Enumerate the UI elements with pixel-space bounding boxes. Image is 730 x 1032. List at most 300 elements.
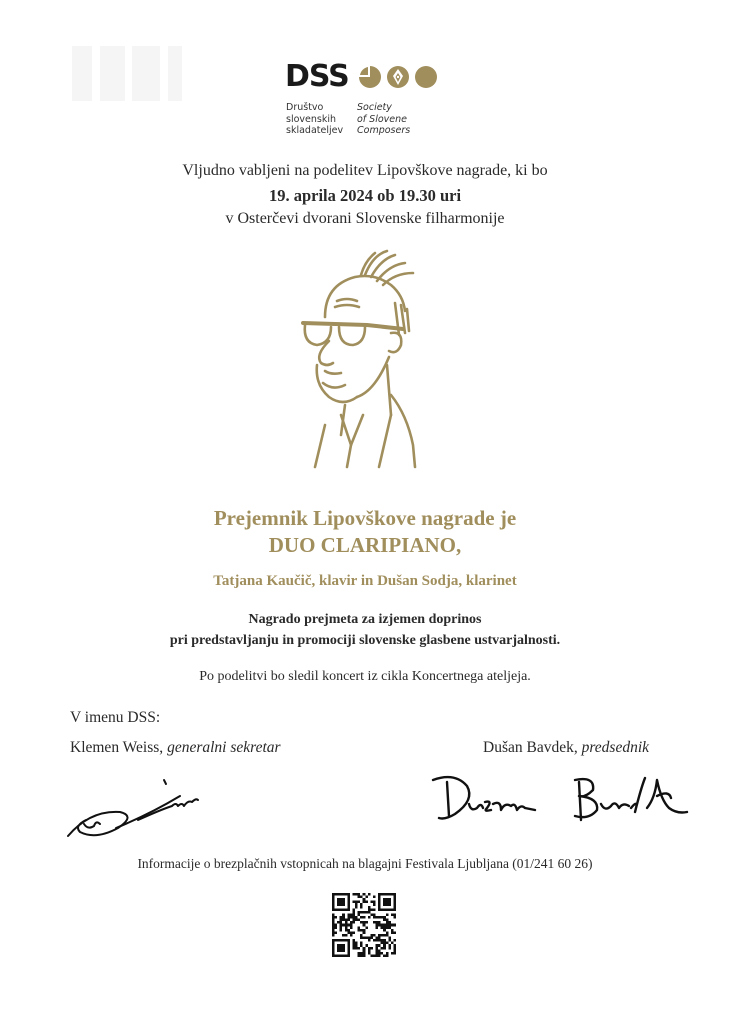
qr-module [358, 919, 361, 922]
qr-module [376, 926, 379, 929]
qr-module [388, 947, 391, 950]
qr-module [378, 944, 381, 947]
qr-module [345, 926, 348, 929]
qr-module [370, 901, 373, 904]
qr-module [393, 913, 396, 916]
qr-module [391, 924, 394, 927]
qr-module [383, 942, 386, 945]
qr-module [352, 947, 355, 950]
qr-module [342, 939, 345, 942]
qr-module [365, 921, 368, 924]
qr-module [368, 947, 371, 950]
qr-module [360, 934, 363, 937]
qr-module [332, 949, 335, 952]
qr-module [381, 952, 384, 955]
qr-module [383, 929, 386, 932]
qr-module [388, 898, 391, 901]
qr-module [337, 901, 340, 904]
qr-module [332, 906, 335, 909]
qr-module [342, 944, 345, 947]
qr-module [352, 939, 355, 942]
qr-module [342, 903, 345, 906]
qr-module [360, 937, 363, 940]
qr-module [332, 929, 335, 932]
qr-module [347, 954, 350, 957]
dss-logo [285, 59, 455, 144]
qr-module [378, 896, 381, 899]
qr-module [386, 898, 389, 901]
qr-module [386, 954, 389, 957]
qr-module [352, 944, 355, 947]
qr-module [332, 921, 335, 924]
qr-module [378, 952, 381, 955]
qr-module [345, 908, 348, 911]
qr-module [373, 913, 376, 916]
qr-module [376, 939, 379, 942]
qr-module [335, 926, 338, 929]
qr-module [381, 942, 384, 945]
qr-module [350, 926, 353, 929]
qr-module [340, 898, 343, 901]
qr-module [383, 908, 386, 911]
logo-name-english: Society of Slovene Composers [357, 102, 411, 136]
event-date-time: 19. aprila 2024 ob 19.30 uri [268, 186, 462, 205]
qr-module [355, 901, 358, 904]
followup-concert-note: Po podelitvi bo sledil koncert iz cikla Koncertnega ateljeja. [199, 669, 531, 684]
full-circle-icon [414, 65, 438, 89]
qr-module [345, 893, 348, 896]
qr-module [332, 942, 335, 945]
qr-module [386, 931, 389, 934]
qr-module [355, 916, 358, 919]
qr-module [386, 901, 389, 904]
qr-module [378, 924, 381, 927]
qr-module [358, 947, 361, 950]
qr-module [365, 937, 368, 940]
qr-module [388, 939, 391, 942]
qr-module [342, 954, 345, 957]
left-signatory-name: Klemen Weiss, [70, 739, 164, 756]
qr-module [332, 952, 335, 955]
qr-module [347, 913, 350, 916]
qr-module [363, 898, 366, 901]
qr-module [363, 929, 366, 932]
qr-module [388, 901, 391, 904]
qr-module [376, 921, 379, 924]
qr-module [352, 913, 355, 916]
qr-module [388, 926, 391, 929]
qr-module [391, 942, 394, 945]
qr-module [355, 893, 358, 896]
qr-module [337, 908, 340, 911]
qr-module [373, 939, 376, 942]
qr-module [337, 947, 340, 950]
qr-module [378, 916, 381, 919]
qr-module [373, 903, 376, 906]
qr-module [352, 931, 355, 934]
qr-module [332, 934, 335, 937]
qr-module [340, 939, 343, 942]
qr-module [340, 903, 343, 906]
qr-module [340, 893, 343, 896]
qr-module [376, 924, 379, 927]
qr-module [342, 901, 345, 904]
qr-module [337, 954, 340, 957]
qr-module [340, 947, 343, 950]
qr-module [355, 919, 358, 922]
qr-module [368, 906, 371, 909]
qr-module [345, 919, 348, 922]
qr-module [342, 913, 345, 916]
qr-module [376, 937, 379, 940]
qr-module [365, 901, 368, 904]
qr-module [373, 908, 376, 911]
qr-module [381, 893, 384, 896]
qr-module [360, 921, 363, 924]
qr-module [352, 901, 355, 904]
qr-module [337, 893, 340, 896]
qr-module [383, 934, 386, 937]
qr-module [388, 924, 391, 927]
qr-module [368, 911, 371, 914]
qr-module [335, 916, 338, 919]
qr-module [365, 926, 368, 929]
qr-module [347, 939, 350, 942]
event-venue: v Osterčevi dvorani Slovenske filharmonije [225, 210, 505, 227]
qr-module [335, 931, 338, 934]
qr-module [342, 908, 345, 911]
qr-module [347, 944, 350, 947]
qr-module [340, 921, 343, 924]
qr-module [347, 952, 350, 955]
qr-module [386, 919, 389, 922]
qr-module [347, 924, 350, 927]
qr-module [355, 947, 358, 950]
qr-module [332, 896, 335, 899]
qr-module [332, 954, 335, 957]
qr-module [347, 942, 350, 945]
qr-module [337, 903, 340, 906]
qr-module [342, 898, 345, 901]
qr-module [373, 896, 376, 899]
qr-module [388, 893, 391, 896]
qr-module [393, 908, 396, 911]
qr-module [378, 908, 381, 911]
qr-module [383, 939, 386, 942]
qr-module [332, 931, 335, 934]
qr-module [370, 947, 373, 950]
qr-module [363, 954, 366, 957]
award-reason-line1: Nagrado prejmeta za izjemen doprinos [248, 612, 482, 627]
qr-module [358, 911, 361, 914]
qr-module [358, 929, 361, 932]
qr-module [370, 937, 373, 940]
qr-module [383, 947, 386, 950]
qr-module [340, 949, 343, 952]
left-signature [60, 770, 220, 845]
qr-module [368, 916, 371, 919]
qr-module [337, 921, 340, 924]
qr-module [388, 908, 391, 911]
qr-module [391, 913, 394, 916]
qr-module [363, 921, 366, 924]
qr-module [355, 944, 358, 947]
qr-module [335, 954, 338, 957]
qr-module [352, 911, 355, 914]
qr-module [383, 924, 386, 927]
qr-module [332, 926, 335, 929]
qr-module [332, 916, 335, 919]
qr-module [378, 898, 381, 901]
qr-module [360, 903, 363, 906]
on-behalf-label: V imenu DSS: [70, 709, 161, 726]
right-signature [425, 768, 695, 828]
qr-module [360, 906, 363, 909]
qr-module [393, 952, 396, 955]
qr-module [393, 949, 396, 952]
qr-module [393, 916, 396, 919]
qr-module [386, 926, 389, 929]
qr-module [347, 896, 350, 899]
qr-module [381, 916, 384, 919]
qr-module [347, 949, 350, 952]
qr-module [360, 942, 363, 945]
qr-module [376, 916, 379, 919]
qr-module [352, 919, 355, 922]
qr-module [340, 924, 343, 927]
qr-module [378, 893, 381, 896]
qr-module [386, 921, 389, 924]
qr-module [335, 939, 338, 942]
qr-module [347, 908, 350, 911]
qr-module [370, 913, 373, 916]
qr-module [393, 898, 396, 901]
qr-module [350, 931, 353, 934]
qr-module [386, 908, 389, 911]
qr-module [383, 893, 386, 896]
qr-module [363, 916, 366, 919]
recipient-members: Tatjana Kaučič, klavir in Dušan Sodja, klarinet [213, 573, 517, 589]
qr-module [386, 934, 389, 937]
qr-module [332, 939, 335, 942]
qr-module [355, 942, 358, 945]
qr-module [347, 903, 350, 906]
qr-module [340, 944, 343, 947]
qr-module [368, 939, 371, 942]
qr-module [373, 916, 376, 919]
qr-module [358, 954, 361, 957]
right-signatory [483, 739, 649, 757]
qr-module [345, 954, 348, 957]
qr-module [345, 929, 348, 932]
left-signatory [70, 739, 281, 757]
qr-module [352, 942, 355, 945]
qr-module [378, 949, 381, 952]
qr-module [373, 921, 376, 924]
qr-module [391, 931, 394, 934]
qr-module [373, 934, 376, 937]
qr-module [386, 913, 389, 916]
qr-module [340, 916, 343, 919]
qr-module [376, 944, 379, 947]
qr-module [363, 931, 366, 934]
qr-module [342, 934, 345, 937]
qr-module [332, 913, 335, 916]
qr-module [388, 903, 391, 906]
qr-module [347, 931, 350, 934]
qr-module [386, 893, 389, 896]
qr-module [340, 926, 343, 929]
qr-module [363, 911, 366, 914]
pen-nib-icon [386, 65, 410, 89]
qr-module [332, 947, 335, 950]
right-signatory-name: Dušan Bavdek, [483, 739, 578, 756]
qr-module [368, 908, 371, 911]
qr-module [365, 896, 368, 899]
qr-module [388, 944, 391, 947]
qr-module [381, 908, 384, 911]
qr-module [347, 929, 350, 932]
qr-module [347, 906, 350, 909]
qr-module [363, 924, 366, 927]
qr-module [393, 903, 396, 906]
qr-module [345, 934, 348, 937]
qr-module [347, 893, 350, 896]
qr-module [363, 937, 366, 940]
qr-module [386, 952, 389, 955]
qr-module [378, 939, 381, 942]
qr-module [337, 949, 340, 952]
qr-module [383, 903, 386, 906]
qr-module [383, 944, 386, 947]
qr-module [332, 898, 335, 901]
qr-module [360, 911, 363, 914]
qr-code[interactable] [332, 893, 396, 957]
qr-module [391, 908, 394, 911]
qr-module [363, 952, 366, 955]
qr-module [342, 893, 345, 896]
qr-module [355, 906, 358, 909]
qr-module [383, 898, 386, 901]
qr-module [360, 952, 363, 955]
qr-module [370, 954, 373, 957]
qr-module [391, 952, 394, 955]
watermark-graphic [72, 46, 192, 101]
qr-module [340, 908, 343, 911]
qr-module [376, 952, 379, 955]
qr-module [386, 924, 389, 927]
qr-module [355, 903, 358, 906]
right-signatory-role: predsednik [581, 739, 650, 756]
qr-module [347, 901, 350, 904]
qr-module [332, 908, 335, 911]
qr-module [363, 893, 366, 896]
qr-module [381, 926, 384, 929]
qr-module [365, 911, 368, 914]
qr-module [335, 893, 338, 896]
qr-module [340, 929, 343, 932]
qr-module [360, 944, 363, 947]
qr-module [370, 908, 373, 911]
qr-module [381, 947, 384, 950]
qr-module [342, 916, 345, 919]
ticket-info: Informacije o brezplačnih vstopnicah na blagajni Festivala Ljubljana (01/241 60 26) [137, 856, 593, 871]
qr-module [378, 901, 381, 904]
watermark [72, 46, 192, 101]
qr-module [332, 944, 335, 947]
qr-module [386, 942, 389, 945]
qr-module [378, 937, 381, 940]
qr-module [393, 939, 396, 942]
qr-module [342, 947, 345, 950]
qr-module [393, 944, 396, 947]
qr-module [345, 921, 348, 924]
qr-module [350, 924, 353, 927]
qr-module [378, 921, 381, 924]
logo-name-slovene: Društvo slovenskih skladateljev [286, 102, 344, 136]
award-heading: Prejemnik Lipovškove nagrade je [213, 506, 517, 530]
qr-module [393, 947, 396, 950]
qr-module [358, 901, 361, 904]
qr-module [388, 921, 391, 924]
qr-module [358, 952, 361, 955]
qr-module [368, 893, 371, 896]
qr-module [342, 924, 345, 927]
qr-module [352, 908, 355, 911]
invitation-intro: Vljudno vabljeni na podelitev Lipovškove nagrade, ki bo [182, 162, 548, 179]
qr-module [378, 906, 381, 909]
qr-module [381, 939, 384, 942]
qr-module [358, 926, 361, 929]
qr-module [350, 934, 353, 937]
qr-module [332, 924, 335, 927]
qr-module [393, 931, 396, 934]
qr-module [340, 919, 343, 922]
qr-module [345, 939, 348, 942]
qr-module [391, 893, 394, 896]
qr-module [373, 901, 376, 904]
qr-module [383, 919, 386, 922]
qr-module [391, 929, 394, 932]
qr-module [342, 949, 345, 952]
qr-module [337, 939, 340, 942]
qr-module [381, 924, 384, 927]
qr-module [386, 903, 389, 906]
qr-module [352, 893, 355, 896]
portrait-illustration [295, 245, 430, 470]
qr-module [363, 949, 366, 952]
qr-module [393, 906, 396, 909]
qr-module [376, 949, 379, 952]
qr-module [350, 921, 353, 924]
qr-module [337, 944, 340, 947]
award-reason-line2: pri predstavljanju in promociji slovenske glasbene ustvarjalnosti. [169, 633, 561, 648]
qr-module [383, 954, 386, 957]
qr-module [347, 947, 350, 950]
qr-module [360, 896, 363, 899]
logo-symbols [358, 65, 438, 89]
qr-module [383, 916, 386, 919]
qr-module [347, 916, 350, 919]
qr-module [360, 929, 363, 932]
qr-module [360, 916, 363, 919]
qr-module [332, 919, 335, 922]
qr-module [337, 898, 340, 901]
qr-module [340, 901, 343, 904]
qr-module [378, 934, 381, 937]
qr-module [340, 954, 343, 957]
qr-module [332, 901, 335, 904]
